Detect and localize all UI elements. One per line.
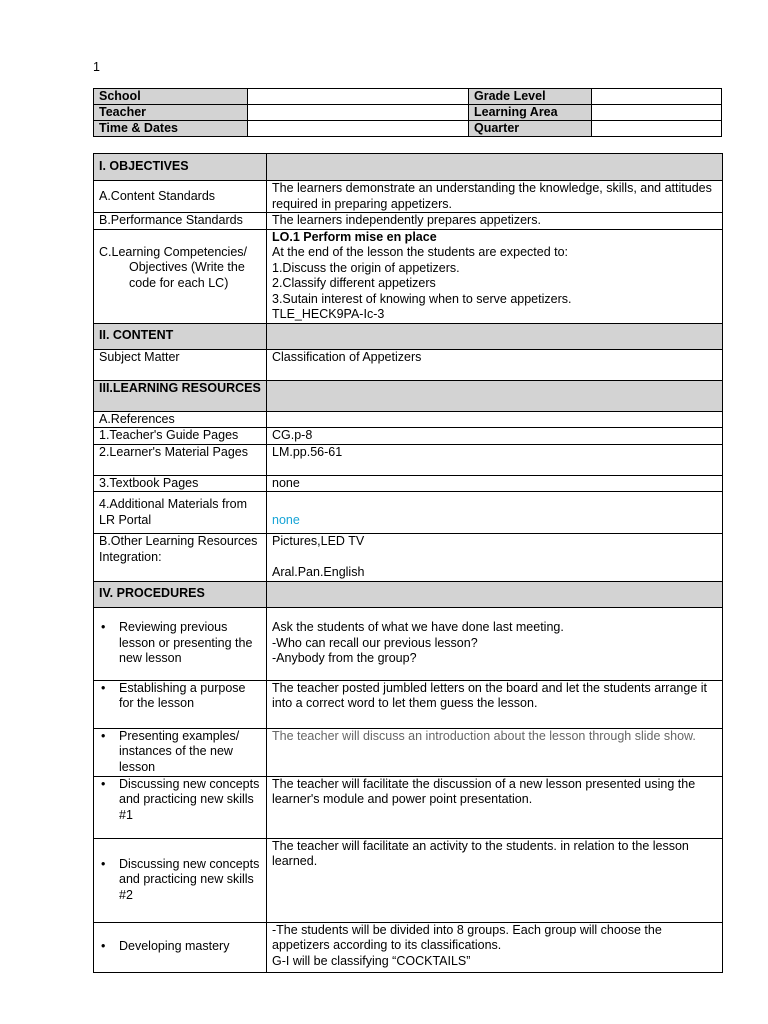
lo-item: 2.Classify different appetizers [272,276,436,290]
grade-level-value [592,89,722,105]
teacher-label: Teacher [94,105,248,121]
procedure-line: -The students will be divided into 8 groups. Each group will choose the appetizers according to its classifications. [272,922,662,952]
additional-materials-value: none [272,512,300,527]
performance-standards-label: B.Performance Standards [94,213,267,230]
quarter-value [592,121,722,137]
lo-item: 1.Discuss the origin of appetizers. [272,260,460,275]
teacher-value [248,105,469,121]
procedure-label: • Establishing a purpose for the lesson [119,681,261,712]
other-resources-cell [94,534,267,582]
integration-value: Aral.Pan.English [272,565,365,579]
learning-competencies-label: C.Learning Competencies/ Objectives (Write the code for each LC) [94,229,267,323]
grade-level-label: Grade Level [469,89,592,105]
procedure-body-cell [267,838,723,922]
lo-item: 3.Sutain interest of knowing when to serve appetizers. [272,291,572,306]
procedure-label-cell [94,922,267,972]
other-resources-value-cell [267,534,723,582]
learners-material-label: 2.Learner's Material Pages [94,444,267,475]
procedure-body-cell [267,776,723,838]
textbook-label: 3.Textbook Pages [94,475,267,492]
procedure-label-cell [94,776,267,838]
procedure-label: • Discussing new concepts and practicing new skills #1 [119,777,261,824]
school-label: School [94,89,248,105]
textbook-value: none [267,475,723,492]
content-standards-value: The learners demonstrate an understanding the knowledge, skills, and attitudes required in preparing appetizers. [267,181,723,213]
other-resources-value: Pictures,LED TV [272,534,365,548]
procedure-label-cell [94,607,267,680]
procedure-label-cell [94,728,267,776]
lc-code: TLE_HECK9PA-Ic-3 [272,307,385,321]
procedure-body-cell [267,607,723,680]
page-number: 1 [93,60,100,74]
procedure-line: The teacher will facilitate an activity to the students. in relation to the lesson learned. [272,838,689,868]
procedure-label-cell [94,680,267,728]
objectives-section-title: I. OBJECTIVES [94,154,267,181]
procedure-line: The teacher will facilitate the discussion of a new lesson presented using the learner's module and power point presentation. [272,776,696,806]
integration-label: Integration: [99,549,162,564]
performance-standards-value: The learners independently prepares appetizers. [267,213,723,230]
subject-matter-value: Classification of Appetizers [267,349,723,380]
procedure-line: The teacher posted jumbled letters on the board and let the students arrange it into a correct word to let them guess the lesson. [272,680,707,710]
additional-materials-label: 4.Additional Materials from LR Portal [94,492,267,534]
procedure-line: The teacher will discuss an introduction about the lesson through slide show. [272,728,696,743]
learning-area-value [592,105,722,121]
procedure-label: • Developing mastery [119,939,261,955]
learning-area-label: Learning Area [469,105,592,121]
lo-intro: At the end of the lesson the students are expected to: [272,245,569,259]
procedure-line: -Who can recall our previous lesson? [272,635,478,650]
procedure-label: • Reviewing previous lesson or presenting the new lesson [119,620,261,667]
time-dates-value [248,121,469,137]
procedure-label-cell [94,838,267,922]
references-label: A.References [94,411,267,428]
procedure-line: Ask the students of what we have done last meeting. [272,620,564,635]
content-standards-label: A.Content Standards [94,181,267,213]
teachers-guide-label: 1.Teacher's Guide Pages [94,428,267,445]
lo-title: LO.1 Perform mise en place [272,229,437,244]
teachers-guide-value: CG.p-8 [267,428,723,445]
procedure-body-cell [267,922,723,972]
procedure-label: • Discussing new concepts and practicing new skills #2 [119,857,261,904]
procedures-section-title: IV. PROCEDURES [94,581,267,607]
procedure-body-cell [267,680,723,728]
learning-competencies-value [267,229,723,323]
header-info-table [93,88,722,137]
other-resources-label: B.Other Learning Resources [99,534,258,548]
lesson-plan-table [93,153,723,973]
school-value [248,89,469,105]
time-dates-label: Time & Dates [94,121,248,137]
procedure-label: • Presenting examples/ instances of the new lesson [119,729,261,776]
subject-matter-label: Subject Matter [94,349,267,380]
procedure-line: -Anybody from the group? [272,651,417,666]
learners-material-value: LM.pp.56-61 [267,444,723,475]
content-section-title: II. CONTENT [94,323,267,349]
quarter-label: Quarter [469,121,592,137]
procedure-line: G-I will be classifying “COCKTAILS” [272,953,471,968]
procedure-body-cell [267,728,723,776]
resources-section-title: III.LEARNING RESOURCES [94,380,267,411]
